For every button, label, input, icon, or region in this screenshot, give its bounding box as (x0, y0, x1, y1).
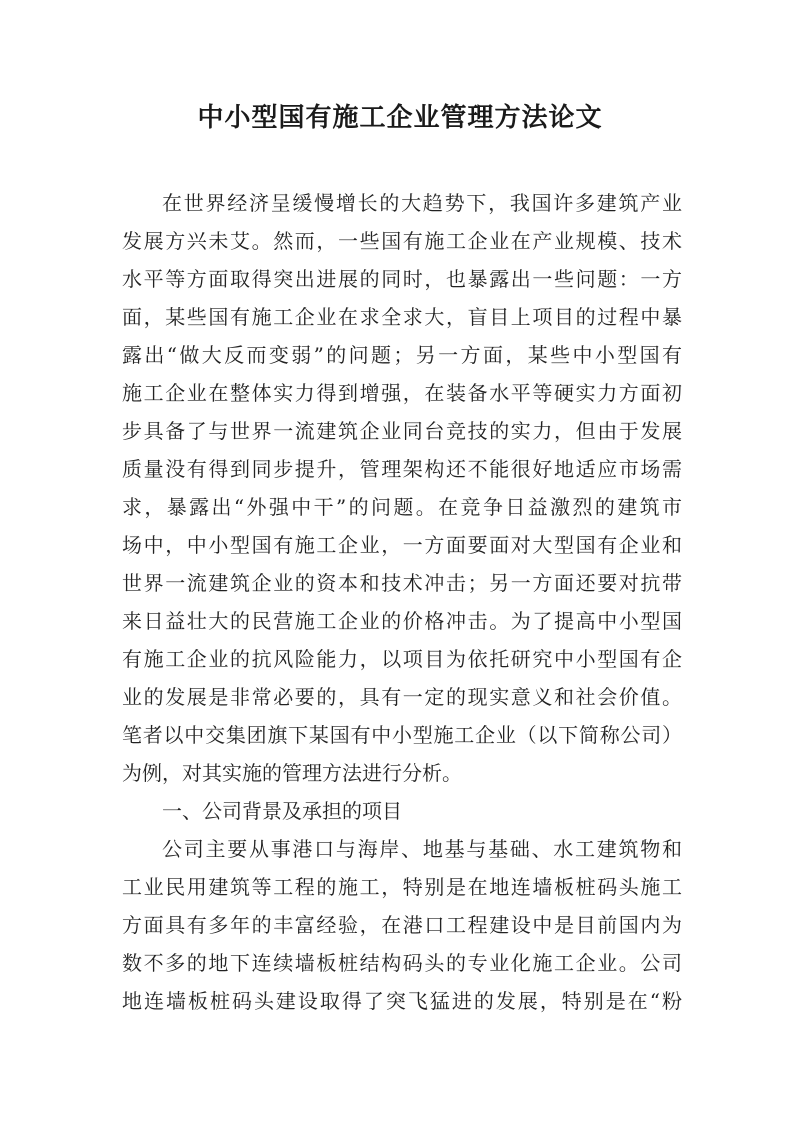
paragraph-line: 有施工企业的抗风险能力，以项目为依托研究中小型国有企 (122, 647, 682, 671)
paragraph-line: 场中，中小型国有施工企业，一方面要面对大型国有企业和 (122, 533, 682, 557)
paragraph-line: 地连墙板桩码头建设取得了突飞猛进的发展，特别是在“粉 (122, 989, 682, 1013)
document-title: 中小型国有施工企业管理方法论文 (197, 103, 603, 133)
paragraph-line: 质量没有得到同步提升，管理架构还不能很好地适应市场需 (122, 457, 682, 481)
paragraph-line: 公司主要从事港口与海岸、地基与基础、水工建筑物和 (162, 837, 682, 861)
section-heading: 一、公司背景及承担的项目 (162, 799, 402, 823)
paragraph-line: 步具备了与世界一流建筑企业同台竞技的实力，但由于发展 (122, 419, 682, 443)
paragraph-line: 为例，对其实施的管理方法进行分析。 (122, 761, 462, 785)
paragraph-line: 施工企业在整体实力得到增强，在装备水平等硬实力方面初 (122, 381, 682, 405)
paragraph-line: 发展方兴未艾。然而，一些国有施工企业在产业规模、技术 (122, 229, 682, 253)
paragraph-line: 水平等方面取得突出进展的同时，也暴露出一些问题：一方 (122, 267, 682, 291)
paragraph-line: 世界一流建筑企业的资本和技术冲击；另一方面还要对抗带 (122, 571, 682, 595)
paragraph-line: 方面具有多年的丰富经验，在港口工程建设中是目前国内为 (122, 913, 682, 937)
paragraph-line: 露出“做大反而变弱”的问题；另一方面，某些中小型国有 (122, 343, 682, 367)
paragraph-line: 业的发展是非常必要的，具有一定的现实意义和社会价值。 (122, 685, 682, 709)
paragraph-line: 面，某些国有施工企业在求全求大，盲目上项目的过程中暴 (122, 305, 682, 329)
paragraph-line: 笔者以中交集团旗下某国有中小型施工企业（以下简称公司） (122, 723, 682, 747)
paragraph-line: 来日益壮大的民营施工企业的价格冲击。为了提高中小型国 (122, 609, 682, 633)
paragraph-line: 求，暴露出“外强中干”的问题。在竞争日益激烈的建筑市 (122, 495, 682, 519)
paragraph-line: 数不多的地下连续墙板桩结构码头的专业化施工企业。公司 (122, 951, 682, 975)
paragraph-line: 工业民用建筑等工程的施工，特别是在地连墙板桩码头施工 (122, 875, 682, 899)
paragraph-line: 在世界经济呈缓慢增长的大趋势下，我国许多建筑产业 (162, 191, 682, 215)
